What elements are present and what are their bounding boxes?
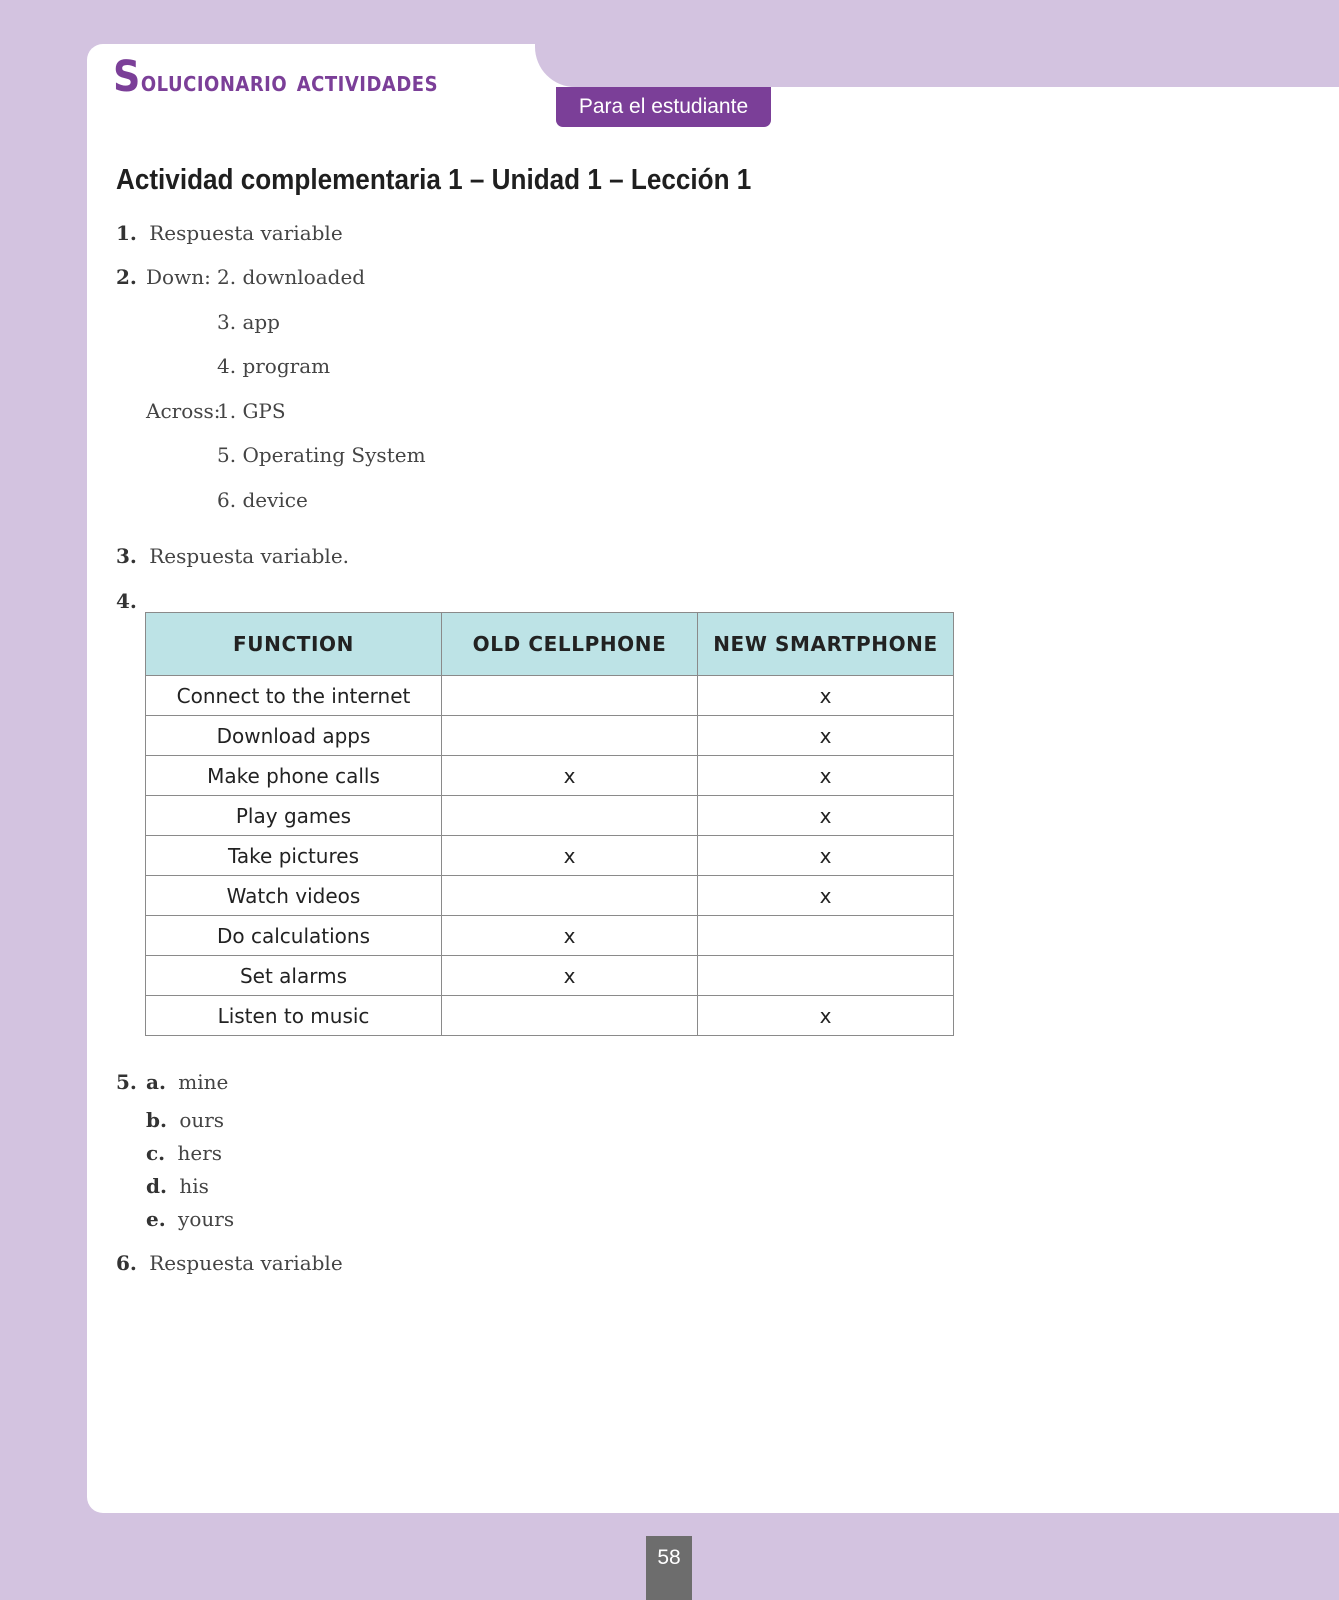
question-3 (116, 544, 349, 568)
header-title-initial: S (113, 52, 141, 102)
answer-item (146, 1108, 224, 1132)
page-title: Actividad complementaria 1 – Unidad 1 – Lección 1 (116, 164, 752, 196)
across-answer: 5. Operating System (217, 443, 426, 467)
table-row (146, 796, 954, 836)
answer-letter: e. (146, 1207, 166, 1231)
answer-letter: c. (146, 1141, 166, 1165)
question-6 (116, 1251, 343, 1275)
new-smartphone-cell: x (698, 836, 954, 876)
new-smartphone-cell (698, 916, 954, 956)
answer-text: Respuesta variable (149, 221, 343, 245)
table-row (146, 956, 954, 996)
function-cell: Make phone calls (146, 756, 442, 796)
answer-text: yours (178, 1207, 235, 1231)
table-row (146, 996, 954, 1036)
answer-letter: b. (146, 1108, 167, 1132)
old-cellphone-cell (442, 716, 698, 756)
old-cellphone-cell: x (442, 916, 698, 956)
old-cellphone-cell (442, 996, 698, 1036)
old-cellphone-cell: x (442, 956, 698, 996)
table-row (146, 876, 954, 916)
new-smartphone-cell (698, 956, 954, 996)
function-cell: Play games (146, 796, 442, 836)
new-smartphone-cell: x (698, 756, 954, 796)
new-smartphone-cell: x (698, 676, 954, 716)
question-number: 1. (116, 221, 137, 245)
old-cellphone-cell: x (442, 836, 698, 876)
function-cell: Connect to the internet (146, 676, 442, 716)
answer-text: hers (177, 1141, 223, 1165)
answer-text: Respuesta variable. (149, 544, 350, 568)
new-smartphone-cell: x (698, 996, 954, 1036)
old-cellphone-cell: x (442, 756, 698, 796)
question-2-number (116, 265, 137, 289)
header-band (535, 44, 1339, 87)
function-cell: Do calculations (146, 916, 442, 956)
down-answer: 2. downloaded (217, 265, 366, 289)
question-number: 4. (116, 589, 137, 613)
table-row (146, 676, 954, 716)
function-cell: Take pictures (146, 836, 442, 876)
answer-text: his (179, 1174, 209, 1198)
across-label: Across: (146, 399, 221, 423)
question-1 (116, 221, 343, 245)
table-row (146, 716, 954, 756)
question-5-number (116, 1070, 137, 1094)
column-header-old-cellphone: OLD CELLPHONE (442, 613, 698, 676)
column-header-new-smartphone: NEW SMARTPHONE (698, 613, 954, 676)
answer-item (146, 1070, 228, 1094)
table-header-row (146, 613, 954, 676)
new-smartphone-cell: x (698, 716, 954, 756)
table-row (146, 756, 954, 796)
question-4 (116, 589, 137, 613)
column-header-function: FUNCTION (146, 613, 442, 676)
answer-text: ours (179, 1108, 225, 1132)
table-row (146, 916, 954, 956)
page-number: 58 (646, 1536, 692, 1600)
question-number: 5. (116, 1070, 137, 1094)
answer-text: Respuesta variable (149, 1251, 343, 1275)
answer-text: mine (178, 1070, 229, 1094)
answer-letter: a. (146, 1070, 166, 1094)
across-answer: 1. GPS (217, 399, 286, 423)
down-label: Down: (146, 265, 211, 289)
function-comparison-table (145, 612, 954, 1036)
old-cellphone-cell (442, 676, 698, 716)
question-number: 3. (116, 544, 137, 568)
old-cellphone-cell (442, 796, 698, 836)
header-title (113, 52, 438, 101)
table-row (146, 836, 954, 876)
answer-item (146, 1141, 222, 1165)
function-cell: Download apps (146, 716, 442, 756)
answer-item (146, 1207, 234, 1231)
header-title-rest: olucionario actividades (140, 65, 439, 100)
old-cellphone-cell (442, 876, 698, 916)
answer-item (146, 1174, 209, 1198)
student-badge: Para el estudiante (556, 87, 771, 127)
answer-letter: d. (146, 1174, 167, 1198)
down-answer: 4. program (217, 354, 331, 378)
new-smartphone-cell: x (698, 796, 954, 836)
function-cell: Listen to music (146, 996, 442, 1036)
new-smartphone-cell: x (698, 876, 954, 916)
function-cell: Watch videos (146, 876, 442, 916)
across-answer: 6. device (217, 488, 308, 512)
question-number: 2. (116, 265, 137, 289)
question-number: 6. (116, 1251, 137, 1275)
down-answer: 3. app (217, 310, 280, 334)
function-cell: Set alarms (146, 956, 442, 996)
